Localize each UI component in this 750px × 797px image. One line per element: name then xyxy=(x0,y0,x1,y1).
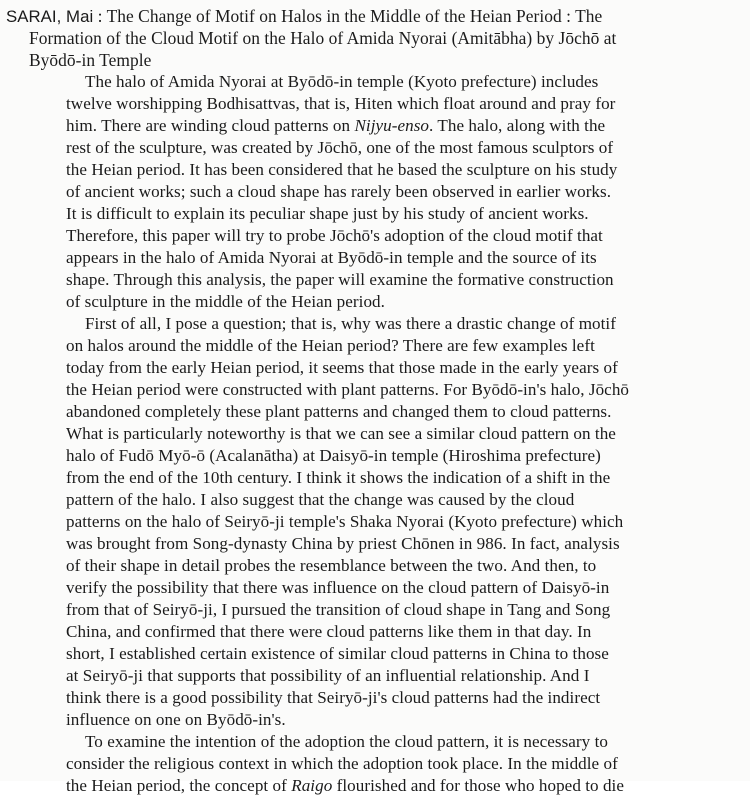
paragraph-1-line: appears in the halo of Amida Nyorai at Byōdō-in temple and the source of its xyxy=(66,248,597,267)
paragraph-1-line: of ancient works; such a cloud shape has rarely been observed in earlier works. xyxy=(66,182,612,201)
paragraph-2-line: verify the possibility that there was influence on the cloud pattern of Daisyō-in xyxy=(66,578,610,597)
text-segment: flourished and for those who hoped to die xyxy=(332,776,624,795)
paragraph-2-line: patterns on the halo of Seiryō-ji temple's Shaka Nyorai (Kyoto prefecture) which xyxy=(66,512,624,531)
paragraph-3-line xyxy=(66,775,624,797)
title-line-3: Byōdō-in Temple xyxy=(29,50,152,70)
paragraph-1-line: shape. Through this analysis, the paper will examine the formative construction xyxy=(66,270,614,289)
paragraph-3-line: consider the religious context in which the adoption took place. In the middle of xyxy=(66,754,618,773)
paragraph-1-line: of sculpture in the middle of the Heian period. xyxy=(66,292,385,311)
text-segment: him. There are winding cloud patterns on xyxy=(66,116,355,135)
paragraph-2-line: think there is a good possibility that Seiryō-ji's cloud patterns had the indirect xyxy=(66,688,601,707)
paragraph-2-line: on halos around the middle of the Heian period? There are few examples left xyxy=(66,336,595,355)
author-name: SARAI, Mai xyxy=(6,7,94,26)
paragraph-2-line: short, I established certain existence of similar cloud patterns in China to those xyxy=(66,644,609,663)
paragraph-1-line: Therefore, this paper will try to probe Jōchō's adoption of the cloud motif that xyxy=(66,226,603,245)
title-line-1 xyxy=(6,5,602,28)
paragraph-1-line: the Heian period. It has been considered that he based the sculpture on his study xyxy=(66,160,618,179)
paragraph-2-line: What is particularly noteworthy is that we can see a similar cloud pattern on the xyxy=(66,424,616,443)
paragraph-2-line: today from the early Heian period, it seems that those made in the early years of xyxy=(66,358,618,377)
italic-term: Raigo xyxy=(291,776,333,795)
paragraph-2-line: influence on one on Byōdō-in's. xyxy=(66,710,286,729)
italic-term: Nijyu-enso xyxy=(354,116,430,135)
paragraph-2-line: pattern of the halo. I also suggest that the change was caused by the cloud xyxy=(66,490,575,509)
paragraph-2-line: from that of Seiryō-ji, I pursued the transition of cloud shape in Tang and Song xyxy=(66,600,611,619)
paragraph-1-line: The halo of Amida Nyorai at Byōdō-in temple (Kyoto prefecture) includes xyxy=(85,72,599,91)
paragraph-1-line: twelve worshipping Bodhisattvas, that is, Hiten which float around and pray for xyxy=(66,94,616,113)
title-line-2: Formation of the Cloud Motif on the Halo of Amida Nyorai (Amitābha) by Jōchō at xyxy=(29,28,617,48)
text-segment: . The halo, along with the xyxy=(429,116,606,135)
paragraph-1-line xyxy=(66,115,605,137)
text-segment: the Heian period, the concept of xyxy=(66,776,292,795)
paragraph-3-line: To examine the intention of the adoption the cloud pattern, it is necessary to xyxy=(85,732,608,751)
paragraph-2-line: at Seiryō-ji that supports that possibility of an influential relationship. And I xyxy=(66,666,590,685)
paragraph-2-line: from the end of the 10th century. I think it shows the indication of a shift in the xyxy=(66,468,611,487)
paragraph-2-line: of their shape in detail probes the resemblance between the two. And then, to xyxy=(66,556,597,575)
paragraph-2-line: First of all, I pose a question; that is, why was there a drastic change of motif xyxy=(85,314,616,333)
paragraph-2-line: halo of Fudō Myō-ō (Acalanātha) at Daisyō-in temple (Hiroshima prefecture) xyxy=(66,446,601,465)
paragraph-1-line: It is difficult to explain its peculiar shape just by his study of ancient works. xyxy=(66,204,589,223)
article-title-part: : The Change of Motif on Halos in the Middle of the Heian Period : The xyxy=(93,6,603,26)
paragraph-2-line: was brought from Song-dynasty China by priest Chōnen in 986. In fact, analysis xyxy=(66,534,620,553)
paragraph-1-line: rest of the sculpture, was created by Jōchō, one of the most famous sculptors of xyxy=(66,138,614,157)
paragraph-2-line: China, and confirmed that there were cloud patterns like them in that day. In xyxy=(66,622,592,641)
paragraph-2-line: the Heian period were constructed with plant patterns. For Byōdō-in's halo, Jōchō xyxy=(66,380,630,399)
paragraph-2-line: abandoned completely these plant patterns and changed them to cloud patterns. xyxy=(66,402,612,421)
